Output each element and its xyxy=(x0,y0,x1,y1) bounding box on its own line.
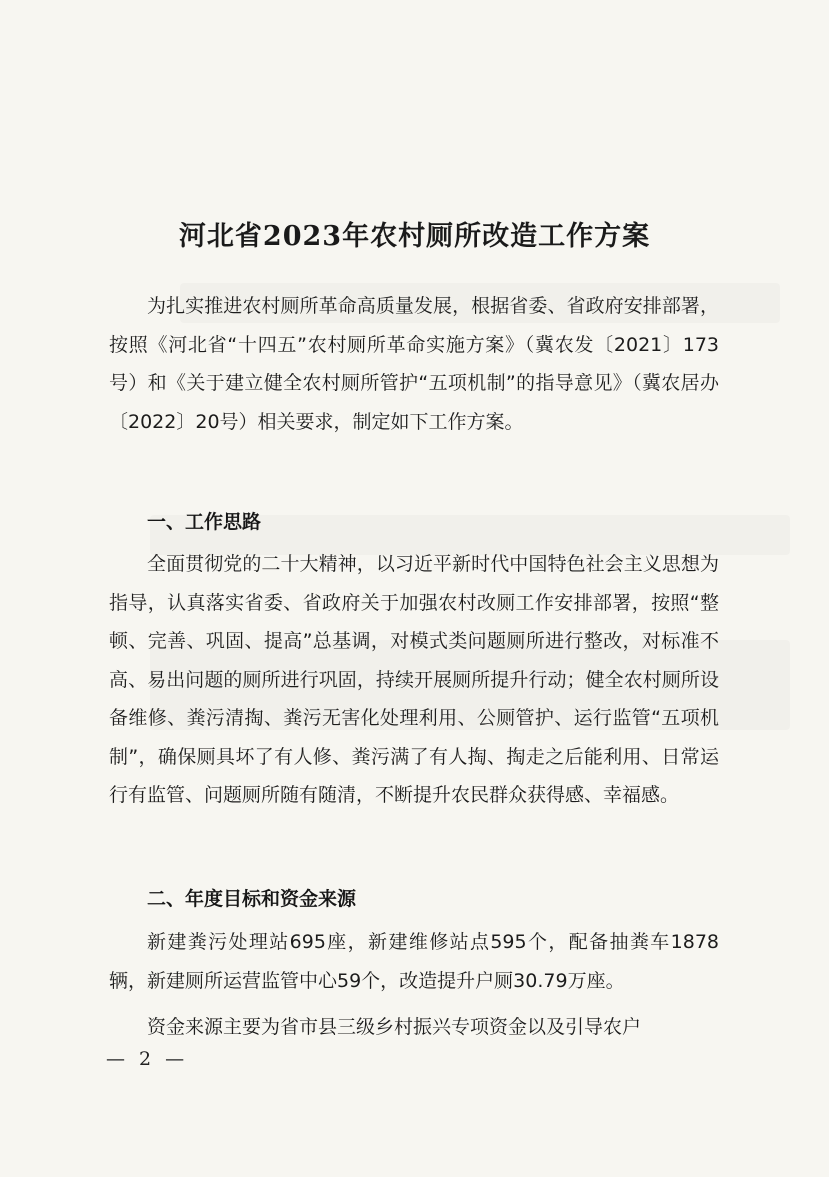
funding-source-paragraph: 资金来源主要为省市县三级乡村振兴专项资金以及引导农户 xyxy=(147,1016,642,1038)
page-number: — 2 — xyxy=(106,1048,189,1070)
document-title: 河北省2023年农村厕所改造工作方案 xyxy=(178,221,651,252)
section-heading-annual-goals: 二、年度目标和资金来源 xyxy=(147,888,357,910)
section-heading-work-approach: 一、工作思路 xyxy=(147,511,262,533)
work-approach-paragraph: 全面贯彻党的二十大精神，以习近平新时代中国特色社会主义思想为指导，认真落实省委、省政府关于加强农村改厕工作安排部署，按照“整顿、完善、巩固、提高”总基调，对模式类问题厕所进行整改，对标准不高、易出问题的厕所进行巩固，持续开展厕所提升行动；健全农村厕所设备维修、粪污清掏、粪污无害化处理利用、公厕管护、运行监管“五项机制”，确保厕具坏了有人修、粪污满了有人掏、掏走之后能利用、日常运行有监管、问题厕所随有随清，不断提升农民群众获得感、幸福感。 xyxy=(109,553,719,806)
annual-goals-paragraph: 新建粪污处理站695座，新建维修站点595个，配备抽粪车1878辆，新建厕所运营监管中心59个，改造提升户厕30.79万座。 xyxy=(109,931,719,992)
intro-paragraph: 为扎实推进农村厕所革命高质量发展，根据省委、省政府安排部署，按照《河北省“十四五”农村厕所革命实施方案》（冀农发〔2021〕173号）和《关于建立健全农村厕所管护“五项机制”的指导意见》（冀农居办〔2022〕20号）相关要求，制定如下工作方案。 xyxy=(109,295,719,433)
